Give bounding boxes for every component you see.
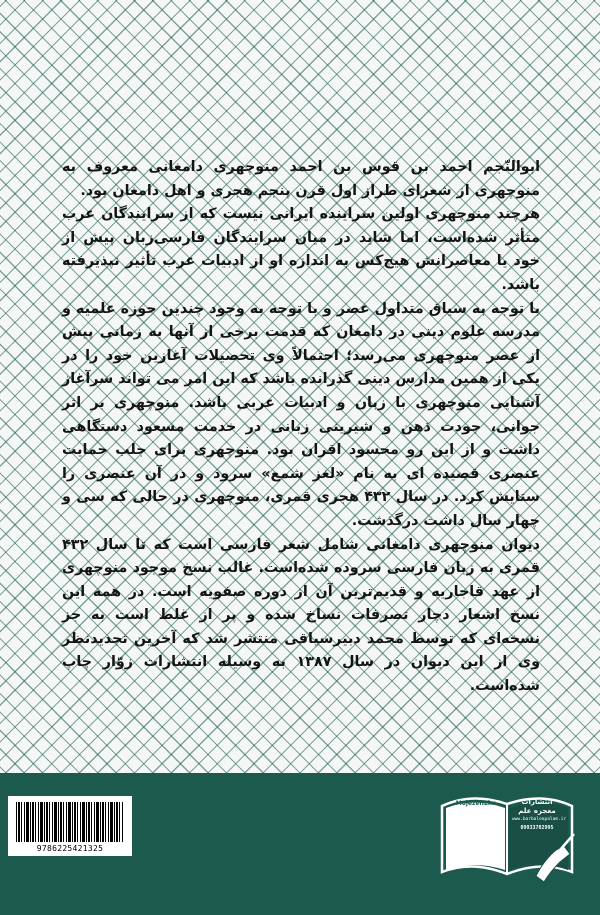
paragraph-biography: با توجه به سیاق متداول عصر و با توجه به وجود چندین حوزه علمیه و مدرسه علوم دینی در دامغان که قدمت برخی از آنها به زمانی پیش از عصر منوچهری می‌رسد؛ احتمالاً وی تحصیلات آغازین خود را در یکی از همین مدارس دینی گذرانده باشد که این امر می تواند سرآغاز آشنایی منوچهری با زبان و ادبیات عربی باشد. منوچهری بر اثر جوانی، جودت ذهن و شیرینی زبانی در خدمت مسعود دستگاهی داشت و از این رو محسود اقران بود. منوچهری برای جلب حمایت عنصری قصیده ای به نام «لغز شمع» سرود و در آن عنصری را ستایش کرد. در سال ۴۳۲ هجری قمری، منوچهری در حالی که سی و چهار سال داشت درگذشت. xyxy=(62,300,540,529)
isbn-number: 9786225421325 xyxy=(36,844,104,853)
publisher-website: www.barbaleapalam.ir xyxy=(512,817,567,822)
back-cover-text xyxy=(62,156,540,699)
isbn-barcode xyxy=(8,796,132,856)
publisher-title: انتشارات xyxy=(521,798,553,806)
publisher-latin-name: MojezehElm xyxy=(455,800,497,807)
paragraph-divan: دیوان منوچهری دامغانی شامل شعر فارسی است که تا سال ۴۳۲ قمری به زبان فارسی سروده شده‌است. غالب نسخ موجود منوچهری از عهد قاجاریه و قدیم‌ترین آن از دوره صفویه است. در همه این نسخ اشعار دچار تصرفات نساخ شده و پر از غلط است به جز نسخه‌ای که توسط محمد دبیرسیاقی منتشر شد که آخرین تجدیدنظر وی از این دیوان در سال ۱۳۸۷ به وسیله انتشارات زوّار چاپ شده‌است. xyxy=(62,536,540,695)
barcode-bars xyxy=(16,802,124,842)
paragraph-intro: ابوالنّجم احمد بن قوس بن احمد منوچهری دامغانی معروف به منوچهری از شعرای طراز اول قرن پنجم هجری و اهل دامغان بود. xyxy=(62,159,540,199)
publisher-phone: 09933702995 xyxy=(520,825,554,831)
publisher-info xyxy=(512,798,567,833)
paragraph-arab-influence: هرچند منوچهری اولین سراینده ایرانی نیست که از سرایندگان عرب متأثر شده‌است، اما شاید در میان سرایندگان فارسی‌زبان پیش از خود یا معاصرانش هیچ‌کس به اندازه او از ادبیات عرب تأثیر نپذیرفته باشد. xyxy=(62,206,540,293)
publisher-name: معجزه علم xyxy=(518,807,556,815)
